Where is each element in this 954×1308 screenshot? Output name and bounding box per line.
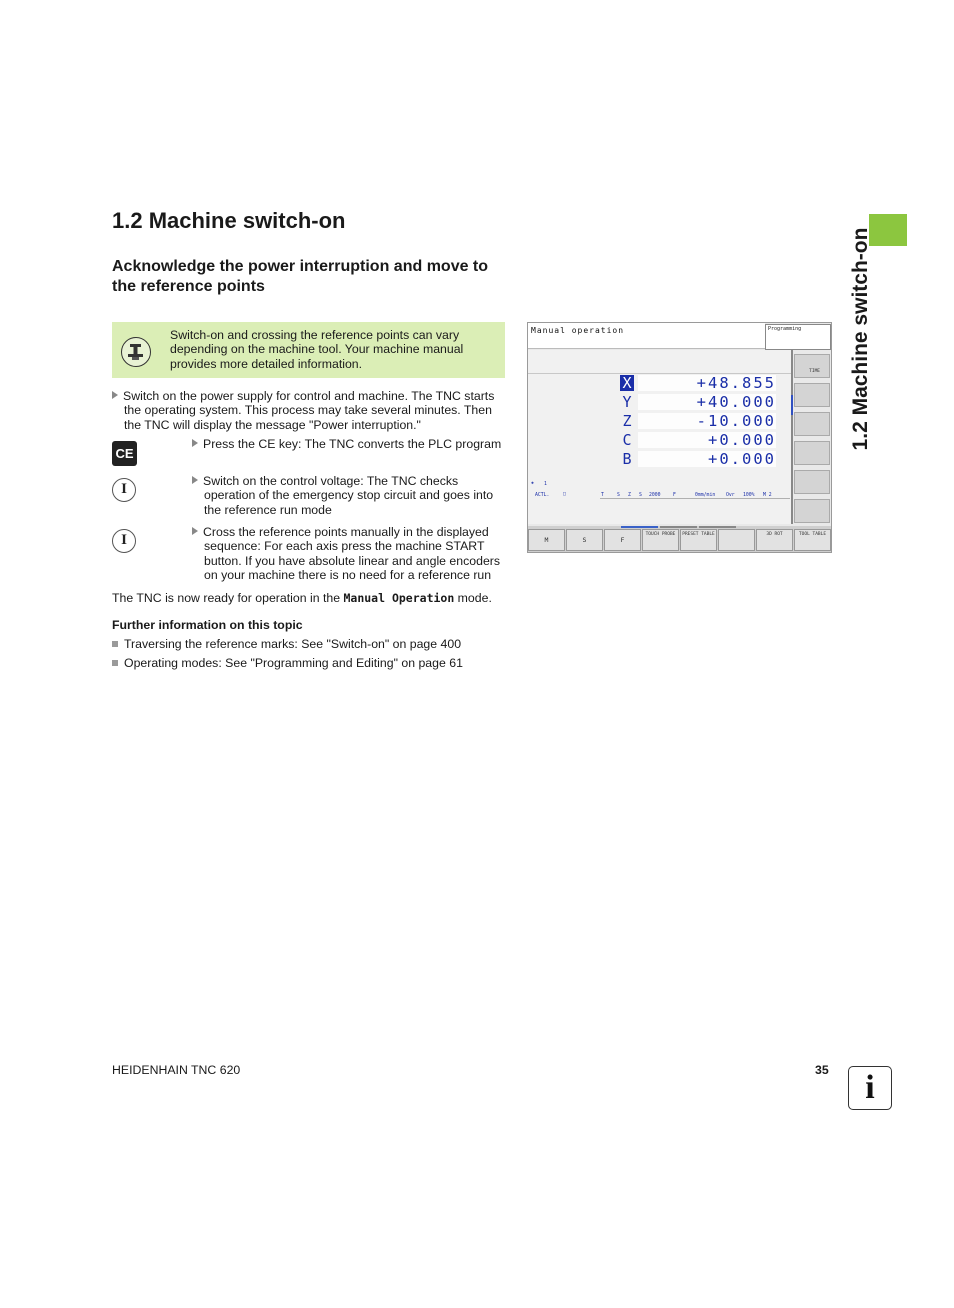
axis-letter: B bbox=[622, 450, 632, 468]
machine-start-key-icon: I bbox=[112, 529, 136, 553]
axis-value: +48.855 bbox=[638, 375, 776, 391]
axis-letter: X bbox=[620, 375, 634, 391]
status-actl: ACTL. bbox=[535, 493, 550, 498]
bullet-square-icon bbox=[112, 641, 118, 647]
further-info-heading: Further information on this topic bbox=[112, 618, 303, 632]
axis-value: +0.000 bbox=[638, 432, 776, 448]
side-softkey[interactable] bbox=[794, 383, 830, 407]
axis-row-b bbox=[620, 451, 780, 468]
info-icon: i bbox=[848, 1066, 892, 1110]
page-number: 35 bbox=[815, 1063, 829, 1077]
further-info-item: Traversing the reference marks: See "Switch-on" on page 400 bbox=[112, 637, 461, 651]
step-arrow-icon bbox=[112, 391, 118, 399]
status-datum-icon: ◈ bbox=[531, 481, 534, 486]
status-override: 100% bbox=[743, 493, 755, 498]
side-softkey-time[interactable]: TIME bbox=[794, 354, 830, 378]
softkey-touch-probe[interactable]: TOUCH PROBE bbox=[642, 529, 679, 551]
side-softkey[interactable] bbox=[794, 499, 830, 523]
footer-product: HEIDENHAIN TNC 620 bbox=[112, 1063, 241, 1077]
axis-row-x bbox=[620, 375, 780, 392]
section-subtitle: Acknowledge the power interruption and move to the reference points bbox=[112, 258, 489, 295]
position-display bbox=[528, 350, 792, 524]
ready-sentence: The TNC is now ready for operation in the Manual Operation mode. bbox=[112, 591, 492, 605]
machine-start-key-icon: I bbox=[112, 478, 136, 502]
section-title: 1.2 Machine switch-on bbox=[112, 208, 346, 233]
softkey-row-indicator bbox=[660, 526, 697, 528]
screen-scroll-indicator bbox=[791, 395, 793, 415]
step-arrow-icon bbox=[192, 527, 198, 535]
bullet-square-icon bbox=[112, 660, 118, 666]
tnc-screen-figure bbox=[527, 322, 832, 553]
softkey-f[interactable]: F bbox=[604, 529, 641, 551]
status-tool: T bbox=[601, 493, 604, 498]
step-arrow-icon bbox=[192, 439, 198, 447]
status-underline bbox=[600, 498, 790, 499]
machine-tool-icon bbox=[121, 337, 151, 367]
axis-row-z bbox=[620, 413, 780, 430]
status-mfunction: M 2 bbox=[763, 493, 772, 498]
screen-vertical-divider bbox=[791, 350, 793, 524]
status-speed: 2000 bbox=[649, 493, 661, 498]
softkey-row-indicator bbox=[621, 526, 658, 528]
screen-mode-title: Manual operation bbox=[531, 326, 625, 335]
screen-programming-tab: Programming bbox=[765, 324, 831, 350]
softkey-tool-table[interactable]: TOOL TABLE bbox=[794, 529, 831, 551]
status-override-label: Ovr bbox=[726, 493, 735, 498]
softkey-3d-rot[interactable]: 3D ROT bbox=[756, 529, 793, 551]
axis-value: -10.000 bbox=[638, 413, 776, 429]
side-softkey[interactable] bbox=[794, 412, 830, 436]
softkey-preset-table[interactable]: PRESET TABLE bbox=[680, 529, 717, 551]
status-spindle: S bbox=[617, 493, 620, 498]
status-feed: 0mm/min bbox=[695, 493, 716, 498]
side-softkey[interactable] bbox=[794, 441, 830, 465]
ce-key-icon: CE bbox=[112, 441, 137, 466]
status-datum-number: 1 bbox=[544, 482, 547, 487]
axis-letter: C bbox=[622, 431, 632, 449]
chapter-tab-label: 1.2 Machine switch-on bbox=[849, 227, 872, 451]
softkey-m[interactable]: M bbox=[528, 529, 565, 551]
manual-operation-mode-name: Manual Operation bbox=[343, 591, 455, 605]
axis-row-y bbox=[620, 394, 780, 411]
step-cross-reference: Cross the reference points manually in the displayed sequence: For each axis press the machine START button. If you have absolute linear and angle encoders on your machine there is no need for a reference run bbox=[192, 525, 510, 583]
softkey-s[interactable]: S bbox=[566, 529, 603, 551]
side-softkey[interactable] bbox=[794, 470, 830, 494]
machine-note-text: Switch-on and crossing the reference points can vary depending on the machine tool. Your machine manual provides more detailed information. bbox=[170, 328, 464, 371]
axis-value: +0.000 bbox=[638, 451, 776, 467]
axis-row-c bbox=[620, 432, 780, 449]
screen-header bbox=[528, 323, 765, 349]
status-z: Z bbox=[628, 493, 631, 498]
step-arrow-icon bbox=[192, 476, 198, 484]
status-s2: S bbox=[639, 493, 642, 498]
step-ce-key: Press the CE key: The TNC converts the PLC program bbox=[192, 437, 512, 451]
status-square-icon: □ bbox=[563, 492, 566, 497]
step-power-on: Switch on the power supply for control and machine. The TNC starts the operating system. This process may take several minutes. Then the TNC will display the message "Power interruption." bbox=[112, 389, 508, 432]
softkey-empty[interactable] bbox=[718, 529, 755, 551]
axis-value: +40.000 bbox=[638, 394, 776, 410]
axis-letter: Z bbox=[622, 412, 632, 430]
axis-letter: Y bbox=[622, 393, 632, 411]
step-control-voltage: Switch on the control voltage: The TNC checks operation of the emergency stop circuit and goes into the reference run mode bbox=[192, 474, 512, 517]
status-feed-label: F bbox=[673, 493, 676, 498]
softkey-row-indicator bbox=[699, 526, 736, 528]
further-info-item: Operating modes: See "Programming and Editing" on page 61 bbox=[112, 656, 463, 670]
